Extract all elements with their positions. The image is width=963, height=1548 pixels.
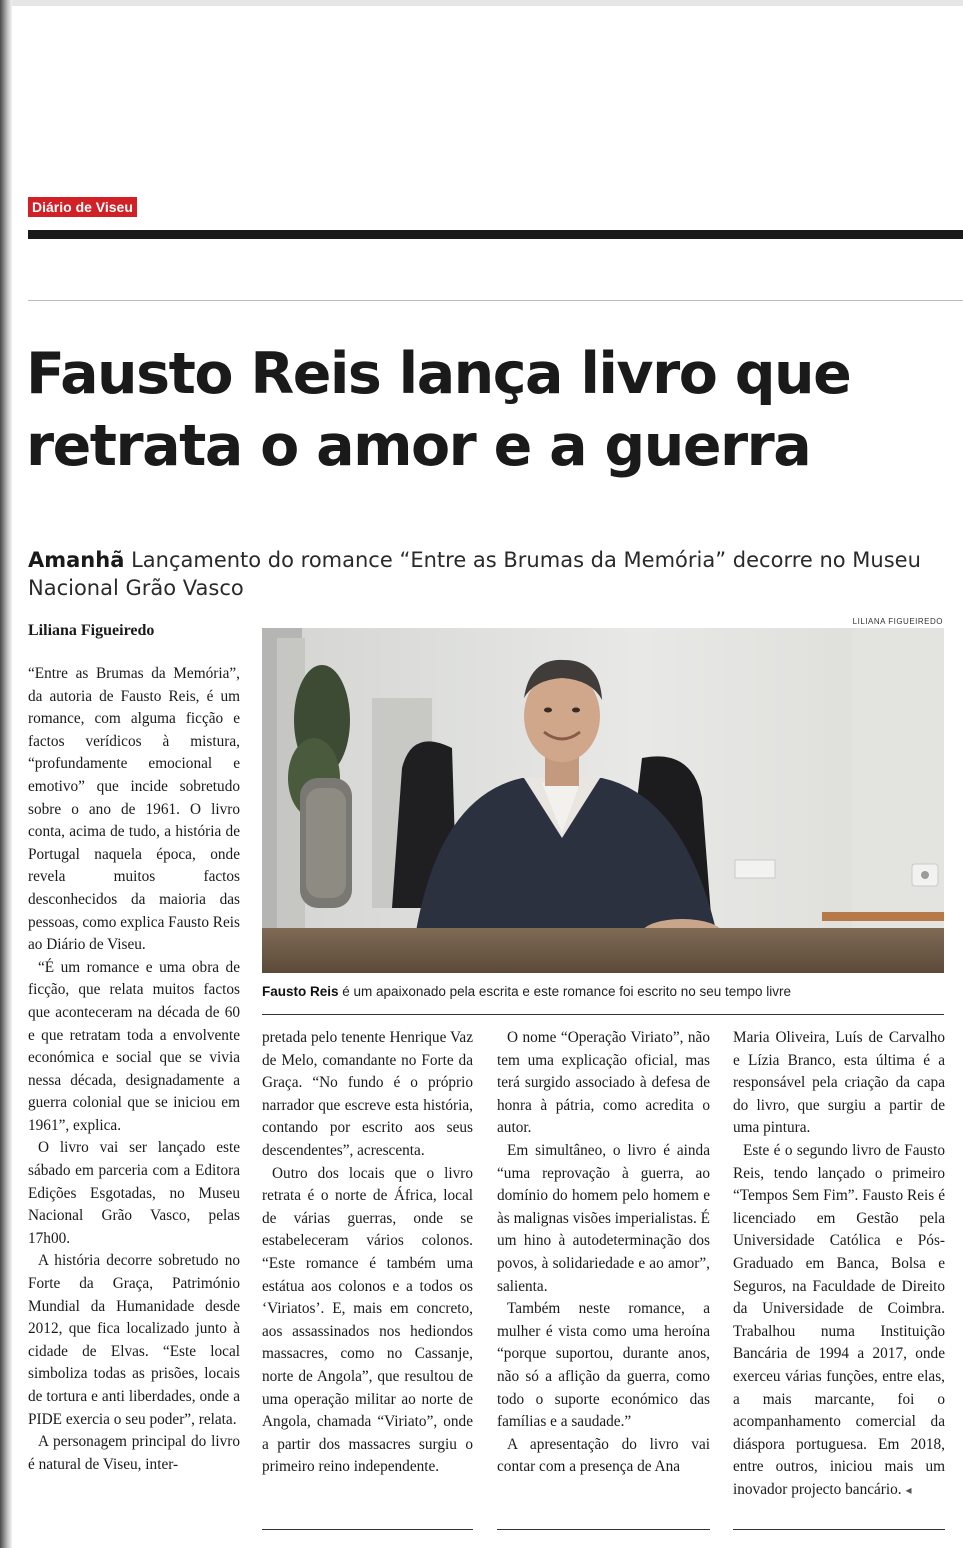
paragraph: “Entre as Brumas da Memória”, da autoria de Fausto Reis, é um romance, com alguma ficção e factos verídicos à mistura, “profundamente emocional e emotivo” que incide sobretudo sobre o ano de 1961. O livro conta, acima de tudo, a história de Portugal naquela época, onde revela muitos factos desconhecidos da maioria das pessoas, como explica Fausto Reis ao Diário de Viseu.	[28, 665, 240, 954]
article-column-2	[262, 1027, 473, 1479]
lead-text: Lançamento do romance “Entre as Brumas da Memória” decorre no Museu Nacional Grão Vasco	[28, 548, 921, 600]
lead-paragraph	[28, 546, 928, 602]
paragraph: A história decorre sobretudo no Forte da Graça, Património Mundial da Humanidade desde 2012, que fica localizado junto à cidade de Elvas. “Este local simboliza todas as prisões, locais de tortura e anti liberdades, onde a PIDE exercia o seu poder”, relata.	[28, 1252, 240, 1428]
paragraph: Maria Oliveira, Luís de Carvalho e Lízia Branco, esta última é a responsável pela criação da capa do livro, que surgiu a partir de uma pintura.	[733, 1029, 945, 1137]
lead-kicker: Amanhã	[28, 548, 125, 572]
paragraph: A personagem principal do livro é natural de Viseu, inter-	[28, 1433, 240, 1473]
article-photo	[262, 628, 944, 973]
paragraph	[733, 1140, 945, 1502]
paragraph: O livro vai ser lançado este sábado em parceria com a Editora Edições Esgotadas, no Museu Nacional Grão Vasco, pelas 17h00.	[28, 1139, 240, 1247]
caption-name: Fausto Reis	[262, 984, 339, 999]
section-rule	[28, 230, 963, 239]
paragraph: pretada pelo tenente Henrique Vaz de Melo, comandante no Forte da Graça. “No fundo é o próprio narrador que escreve esta história, contando por escrito aos seus descendentes”, acrescenta.	[262, 1029, 473, 1159]
paragraph-text: Este é o segundo livro de Fausto Reis, tendo lançado o primeiro “Tempos Sem Fim”. Fausto Reis é licenciado em Gestão pela Universidade Católica e Pós-Graduado em Banca, Bolsa e Seguros, na Faculdade de Direito da Universidade de Coimbra. Trabalhou numa Instituição Bancária de 1994 a 2017, onde exerceu várias funções, entre elas, a mais marcante, foi o acompanhamento comercial da diáspora portuguesa. Em 2018, entre outros, iniciou mais um inovador projecto bancário.	[733, 1141, 945, 1498]
article-column-3	[497, 1027, 710, 1479]
page-edge-shadow	[0, 0, 12, 1548]
photo-credit: LILIANA FIGUEIREDO	[852, 617, 943, 626]
article-column-1	[28, 663, 240, 1476]
article-column-4	[733, 1027, 945, 1501]
paragraph: O nome “Operação Viriato”, não tem uma explicação oficial, mas terá surgido associado à defesa de honra à pátria, como acredita o autor.	[497, 1029, 710, 1137]
newspaper-logo: Diário de Viseu	[28, 197, 137, 217]
headline: Fausto Reis lança livro que retrata o amor e a guerra	[26, 341, 851, 479]
paragraph: A apresentação do livro vai contar com a presença de Ana	[497, 1435, 710, 1476]
end-of-article-icon: ◂	[905, 1482, 912, 1497]
divider	[28, 300, 963, 301]
caption-rule	[262, 1014, 944, 1015]
paragraph: Também neste romance, a mulher é vista como uma heroína “porque suportou, durante anos, não só a aflição da guerra, como todo o suporte económico das famílias e a saudade.”	[497, 1300, 710, 1431]
photo-caption	[262, 984, 952, 999]
column-bottom-rule	[733, 1529, 945, 1530]
byline: Liliana Figueiredo	[28, 622, 155, 639]
caption-text: é um apaixonado pela escrita e este romance foi escrito no seu tempo livre	[338, 984, 792, 999]
paragraph: Outro dos locais que o livro retrata é o norte de África, local de várias guerras, onde se estabeleceram vários colonos. “Este romance é também uma estátua aos colonos e a todos os ‘Viriatos’. E, mais em concreto, aos assassinados nos hediondos massacres, como no Cassanje, norte de Angola”, que resultou de uma operação militar ao norte de Angola, chamada “Viriato”, onde a partir dos massacres surgiu o primeiro reino independente.	[262, 1164, 473, 1476]
paragraph: Em simultâneo, o livro é ainda “uma reprovação à guerra, ao domínio do homem pelo homem e às malignas visões imperialistas. É um hino à autodeterminação dos povos, à solidariedade e ao amor”, salienta.	[497, 1141, 710, 1295]
column-bottom-rule	[262, 1529, 473, 1530]
column-bottom-rule	[497, 1529, 710, 1530]
page-top-shade	[12, 0, 963, 6]
paragraph: “É um romance e uma obra de ficção, que relata muitos factos que aconteceram na década de 60 e que retratam toda a envolvente económica e social que se vivia nessa década, designadamente a guerra colonial que se iniciou em 1961”, explica.	[28, 958, 240, 1134]
